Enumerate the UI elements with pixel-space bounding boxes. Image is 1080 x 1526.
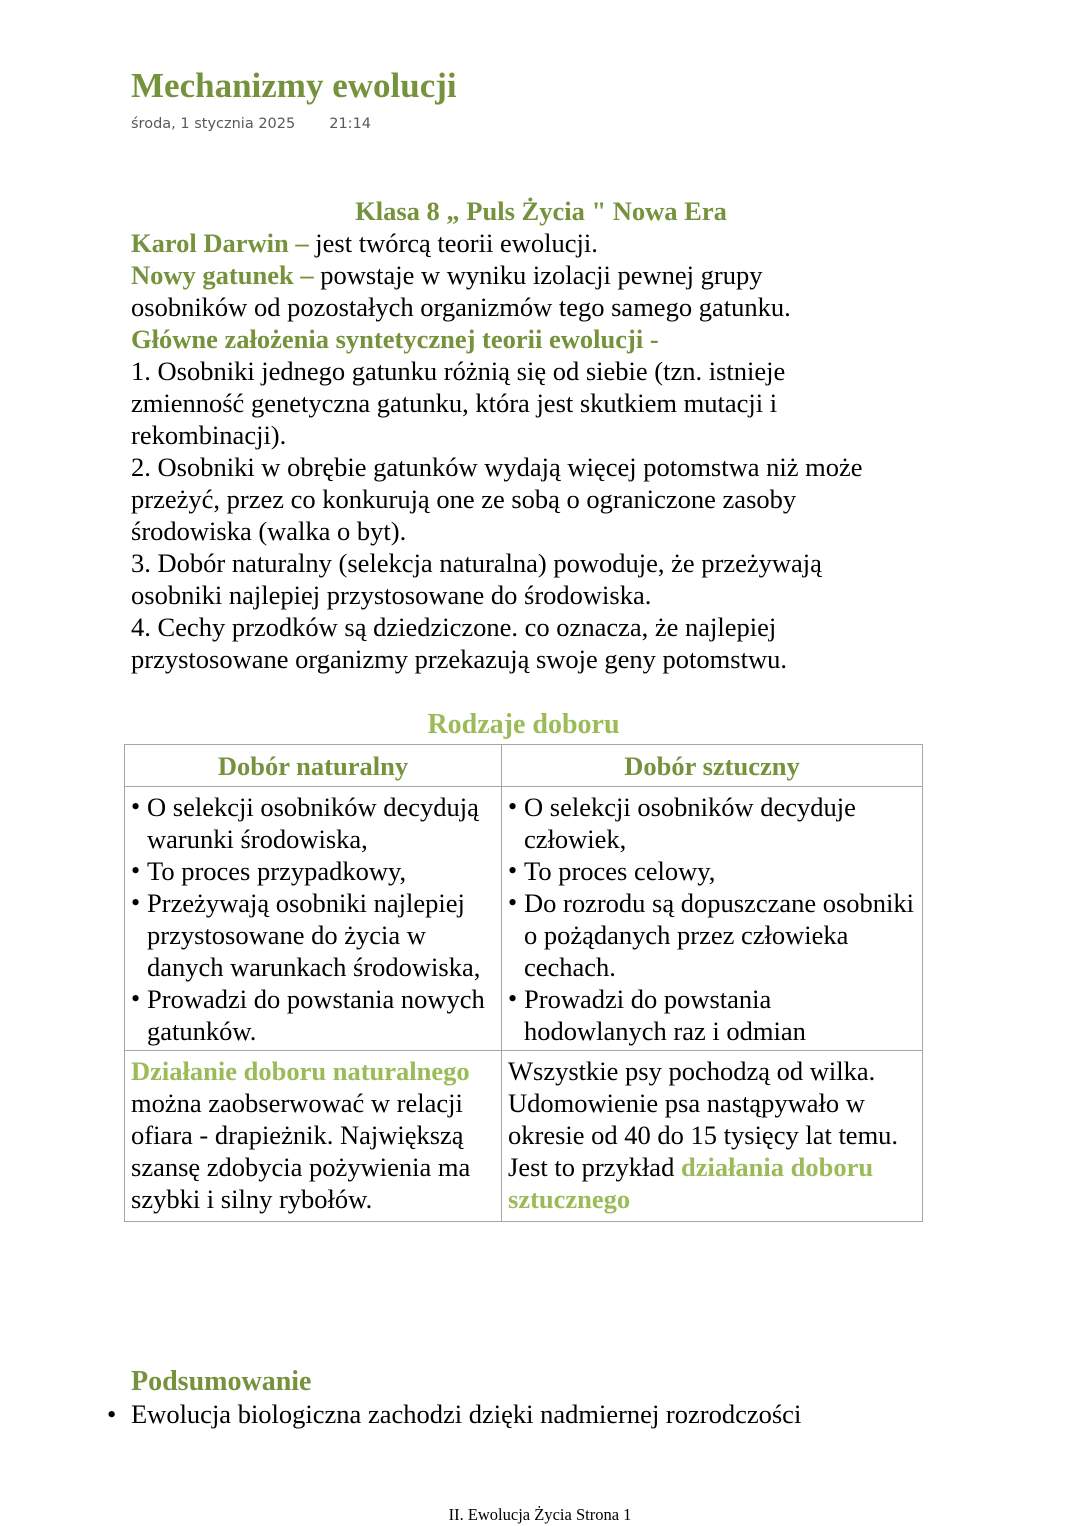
- page-timestamp: [131, 114, 371, 134]
- summary-item-text: Ewolucja biologiczna zachodzi dzięki nadmiernej rozrodczości: [131, 1399, 802, 1429]
- assumption-line: 2. Osobniki w obrębie gatunków wydają więcej potomstwa niż może: [131, 452, 863, 482]
- assumption-line: przeżyć, przez co konkurują one ze sobą o ograniczone zasoby: [131, 484, 797, 514]
- page-time: 21:14: [329, 116, 372, 132]
- darwin-term: Karol Darwin –: [131, 228, 316, 258]
- selection-types-table: [124, 744, 923, 1222]
- artificial-selection-example: [502, 1051, 923, 1222]
- natural-selection-traits: [125, 787, 502, 1051]
- note-body: [131, 195, 951, 675]
- assumption-line: rekombinacji).: [131, 420, 287, 450]
- list-item: • Prowadzi do powstania nowych gatunków.: [131, 983, 495, 1047]
- table-header-row: [125, 745, 923, 787]
- page-date: środa, 1 stycznia 2025: [131, 116, 296, 132]
- species-definition: [131, 259, 951, 291]
- assumptions-heading: Główne założenia syntetycznej teorii ewolucji -: [131, 324, 659, 354]
- list-item: • Przeżywają osobniki najlepiej przystosowane do życia w danych warunkach środowiska,: [131, 887, 495, 983]
- assumption-line: 4. Cechy przodków są dziedziczone. co oznacza, że najlepiej: [131, 612, 777, 642]
- species-def-line2: osobników od pozostałych organizmów tego samego gatunku.: [131, 292, 791, 322]
- table-row: [125, 787, 923, 1051]
- header-natural-selection: Dobór naturalny: [125, 745, 502, 787]
- summary-list-item: [107, 1398, 801, 1430]
- list-item: • To proces celowy,: [508, 855, 916, 887]
- list-item: • To proces przypadkowy,: [131, 855, 495, 887]
- darwin-definition: [131, 227, 951, 259]
- summary-heading: Podsumowanie: [131, 1366, 312, 1397]
- assumption-item-2: [131, 451, 951, 547]
- list-item: • O selekcji osobników decydują warunki środowiska,: [131, 791, 495, 855]
- natural-example-highlight: Działanie doboru naturalnego: [131, 1056, 470, 1086]
- assumption-item-1: [131, 355, 951, 451]
- subtitle: Klasa 8 „ Puls Życia " Nowa Era: [355, 196, 727, 226]
- assumption-line: osobniki najlepiej przystosowane do środowiska.: [131, 580, 652, 610]
- artificial-example-highlight: działania doboru sztucznego: [508, 1152, 874, 1214]
- natural-selection-example: [125, 1051, 502, 1222]
- species-def-line1: powstaje w wyniku izolacji pewnej grupy: [320, 260, 763, 290]
- list-item: • Do rozrodu są dopuszczane osobniki o pożądanych przez człowieka cechach.: [508, 887, 916, 983]
- selection-table-title: Rodzaje doboru: [427, 709, 620, 740]
- artificial-selection-traits: [502, 787, 923, 1051]
- natural-example-text: można zaobserwować w relacji ofiara - drapieżnik. Największą szansę zdobycia pożywienia ma szybki i silny rybołów.: [131, 1088, 471, 1214]
- list-item: • O selekcji osobników decyduje człowiek,: [508, 791, 916, 855]
- assumption-line: zmienność genetyczna gatunku, która jest skutkiem mutacji i: [131, 388, 778, 418]
- artificial-example-text: Wszystkie psy pochodzą od wilka. Udomowienie psa nastąpywało w okresie od 40 do 15 tysięcy lat temu. Jest to przykład: [508, 1056, 899, 1182]
- bullet-icon: •: [107, 1399, 117, 1429]
- assumption-line: środowiska (walka o byt).: [131, 516, 407, 546]
- assumption-line: 3. Dobór naturalny (selekcja naturalna) powoduje, że przeżywają: [131, 548, 822, 578]
- assumption-line: przystosowane organizmy przekazują swoje geny potomstwu.: [131, 644, 787, 674]
- page-title: Mechanizmy ewolucji: [131, 66, 457, 105]
- assumption-item-4: [131, 611, 951, 675]
- header-artificial-selection: Dobór sztuczny: [502, 745, 923, 787]
- page-footer: II. Ewolucja Życia Strona 1: [448, 1505, 632, 1524]
- assumption-line: 1. Osobniki jednego gatunku różnią się od siebie (tzn. istnieje: [131, 356, 786, 386]
- species-term: Nowy gatunek –: [131, 260, 321, 290]
- list-item: • Prowadzi do powstania hodowlanych raz i odmian: [508, 983, 916, 1047]
- table-row: [125, 1051, 923, 1222]
- assumption-item-3: [131, 547, 951, 611]
- darwin-def: jest twórcą teorii ewolucji.: [315, 228, 598, 258]
